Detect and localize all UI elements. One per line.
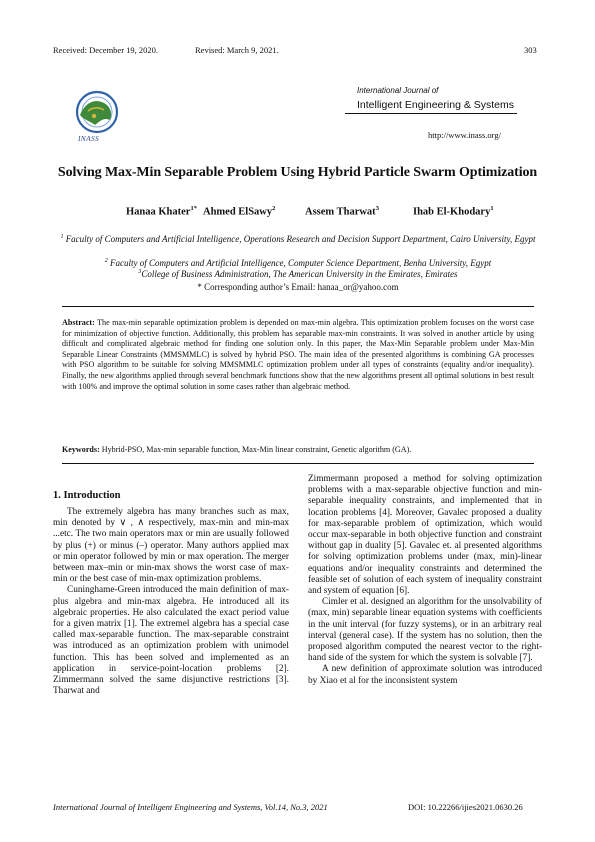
right-column bbox=[308, 474, 542, 687]
abstract-top-rule bbox=[62, 306, 534, 307]
corresponding-author: * Corresponding author’s Email: hanaa_or@yahoo.com bbox=[197, 282, 399, 292]
section-heading: 1. Introduction bbox=[53, 490, 121, 501]
keywords bbox=[62, 445, 534, 456]
keywords-text: Hybrid-PSO, Max-min separable function, Max-Min linear constraint, Genetic algorithm (GA). bbox=[99, 445, 412, 454]
author: Hanaa Khater$^{1*}$ bbox=[126, 205, 197, 218]
author: Assem Tharwat$^3$ bbox=[305, 205, 379, 218]
abstract-label: Abstract: bbox=[62, 318, 95, 327]
author: Ahmed ElSawy$^2$ bbox=[203, 205, 276, 218]
journal-url[interactable]: http://www.inass.org/ bbox=[428, 130, 501, 140]
affiliation: $^1$ Faculty of Computers and Artificial Intelligence, Operations Research and Decision Support Department, Cairo University, Egypt bbox=[60, 234, 536, 244]
revised-date: Revised: March 9, 2021. bbox=[195, 45, 279, 55]
affiliation: $^2$ Faculty of Computers and Artificial Intelligence, Computer Science Department, Benha University, Egypt bbox=[104, 258, 492, 268]
affiliation: $^3$College of Business Administration, The American University in the Emirates, Emirates bbox=[138, 269, 458, 279]
left-column bbox=[53, 507, 289, 697]
paragraph: A new definition of approximate solution was introduced by Xiao et al for the inconsistent system bbox=[308, 664, 542, 686]
paragraph: Cuninghame-Green introduced the main definition of max-plus algebra and min-max algebra. He introduced all its algebraic properties. He also calculated the exact period value for a given matrix [1]. The extremel algebra has a special case called max-separable function. The max-separable constraint was introduced as an optimization problem with unimodel function. This has been solved and implemented as an application in service-point-location problems [2]. Zimmermann solved the same disjunctive restrictions [3]. Tharwat and bbox=[53, 585, 289, 697]
inass-logo-icon bbox=[66, 87, 128, 141]
footer-doi: DOI: 10.22266/ijies2021.0630.26 bbox=[408, 802, 523, 812]
journal-name-small: International Journal of bbox=[357, 86, 439, 95]
abstract-bottom-rule bbox=[62, 463, 534, 464]
logo-label: INASS bbox=[78, 134, 100, 143]
footer-journal: International Journal of Intelligent Engineering and Systems, Vol.14, No.3, 2021 bbox=[53, 802, 328, 812]
paragraph: Cimler et al. designed an algorithm for the unsolvability of (max, min) separable linear equation systems with coefficients in the unit interval (for fuzzy systems), or in an arbitrary real interval (general case). If the system has no solution, then the proposed algorithm computed the nearest vector to the right-hand side of the system for which the system is solvable [7]. bbox=[308, 597, 542, 664]
keywords-label: Keywords: bbox=[62, 445, 100, 454]
abstract bbox=[62, 318, 534, 392]
page-number: 303 bbox=[524, 45, 537, 55]
journal-name: Intelligent Engineering & Systems bbox=[357, 99, 515, 111]
paragraph: Zimmermann proposed a method for solving optimization problems with a max-separable objective function and min-separable inequality constraints, and implemented that in location problems [4]. Moreover, Gavalec proposed a duality for max-separable problem of optimization, which would occur max-separable in both objective function and constraint without gap in duality [5]. Gavalec et. al presented algorithms for solving optimization problems under (max, min)-linear equations and/or inequality constraints and determined the feasible set of solution of each system of inequality constraint and system of equation [6]. bbox=[308, 474, 542, 597]
abstract-text: The max-min separable optimization problem is depended on max-min algebra. This optimization problem focuses on the worst case for minimization of objective function. Additionally, this problem has separable max-min constraints. It was solved in another article by using difficult and complicated algebraic method for finding one solution only. In this paper, the Max-Min Separable problem under Max-Min Separable Linear Constraints (MMSMMLC) is solved by hybrid PSO. The main idea of the presented algorithms is combining GA processes with PSO algorithm to be suitable for solving MMSMMLC optimization problem under all types of constraints (equality and/or inequality). Finally, the new algorithms applied through several benchmark functions show that the new algorithms present all optimal solutions in best result with 100% and improve the optimal solution in some cases rather than algebraic method. bbox=[62, 318, 534, 391]
paragraph: The extremely algebra has many branches such as max, min denoted by ∨ , ∧ respectively, max-min and min-max ...etc. The two main operators max or min are usually followed by plus (+) or minus (–) operator. Many authors applied max or min operator followed by min or max operation. The merger between max–min or min-max shows the worst case of max-min or the best case of min-max optimization problems. bbox=[53, 507, 289, 585]
author: Ihab El-Khodary$^1$ bbox=[413, 205, 494, 218]
paper-title: Solving Max-Min Separable Problem Using Hybrid Particle Swarm Optimization bbox=[57, 165, 538, 180]
journal-divider bbox=[345, 113, 517, 114]
received-date: Received: December 19, 2020. bbox=[53, 45, 159, 55]
